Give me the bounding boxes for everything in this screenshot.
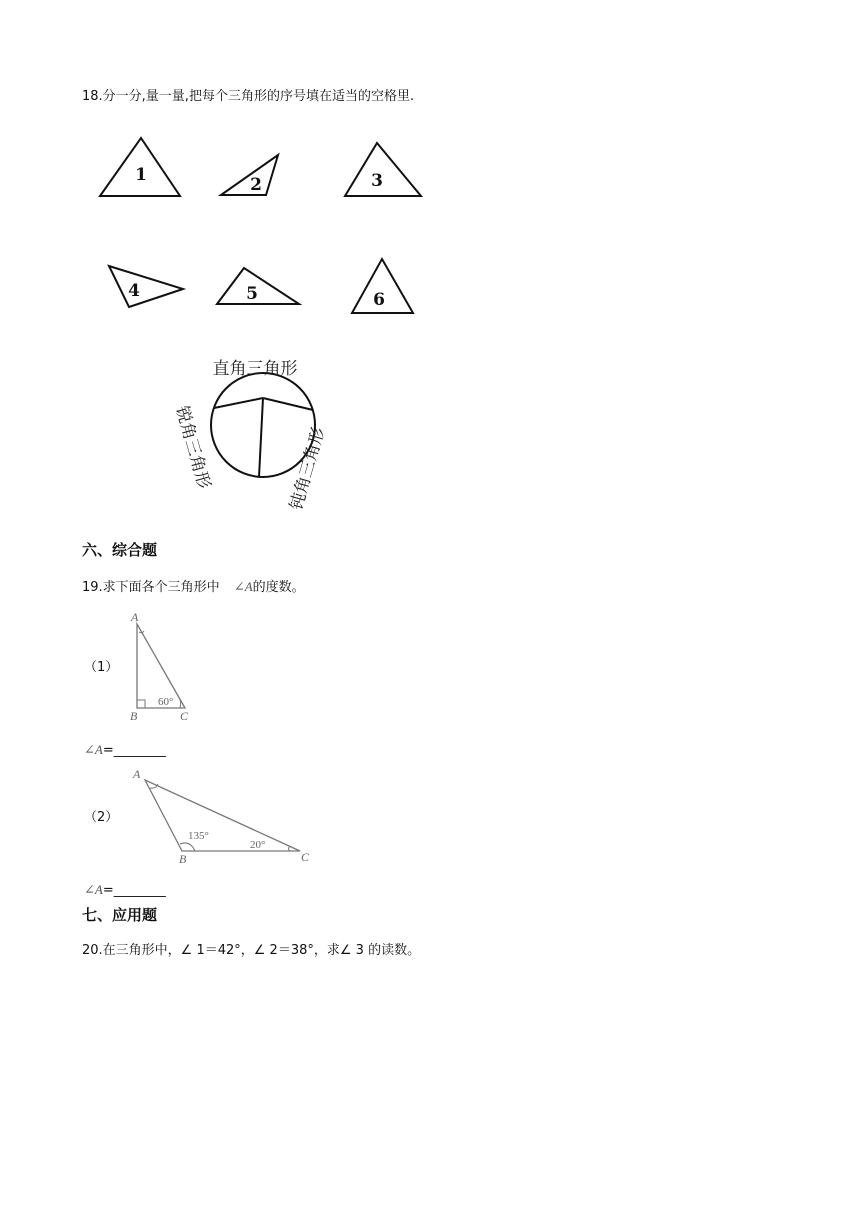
question-18-text: 18.分一分,量一量,把每个三角形的序号填在适当的空格里. <box>82 89 415 104</box>
question-19-suffix: 的度数。 <box>252 580 305 595</box>
answer-2 <box>84 881 166 900</box>
question-20-text: 20.在三角形中，∠ 1＝42°，∠ 2＝38°，求∠ 3 的读数。 <box>82 943 421 958</box>
triangle-5-label: 5 <box>246 284 258 304</box>
answer-2-blank[interactable]: =________ <box>102 883 166 898</box>
triangle-3-label: 3 <box>371 171 383 191</box>
question-19-prefix: 19.求下面各个三角形中 <box>82 580 224 595</box>
part-1-label: （1） <box>84 660 119 675</box>
part-2-label: （2） <box>84 810 119 825</box>
triangle-2-label: 2 <box>250 175 262 195</box>
triangle-4-label: 4 <box>128 281 140 301</box>
triangle-6-label: 6 <box>373 290 385 310</box>
answer-2-var: A <box>94 882 103 897</box>
vertex-a-2: A <box>133 767 141 781</box>
obtuse-triangle-label: 钝角三角形 <box>286 425 330 513</box>
section-7-title: 七、应用题 <box>82 906 158 924</box>
vertex-b-1: B <box>130 709 138 723</box>
angle-b-label-2: 135° <box>188 830 209 842</box>
vertex-b-2: B <box>179 852 187 866</box>
angle-c-label-1: 60° <box>158 696 174 708</box>
answer-1-var: A <box>94 742 103 757</box>
acute-triangle-label: 锐角三角形 <box>171 403 214 492</box>
vertex-a-1: A <box>131 610 139 624</box>
section-6-title: 六、综合题 <box>82 541 158 559</box>
angle-c-label-2: 20° <box>250 839 266 851</box>
answer-1-angle: ∠ <box>84 742 95 757</box>
angle-symbol: ∠ <box>233 579 245 594</box>
answer-2-angle: ∠ <box>84 882 95 897</box>
vertex-c-1: C <box>180 709 189 723</box>
angle-variable: A <box>244 579 253 594</box>
answer-1-blank[interactable]: =________ <box>102 743 166 758</box>
vertex-c-2: C <box>301 850 310 864</box>
triangle-1-label: 1 <box>135 165 147 185</box>
right-triangle-label: 直角三角形 <box>212 359 298 379</box>
